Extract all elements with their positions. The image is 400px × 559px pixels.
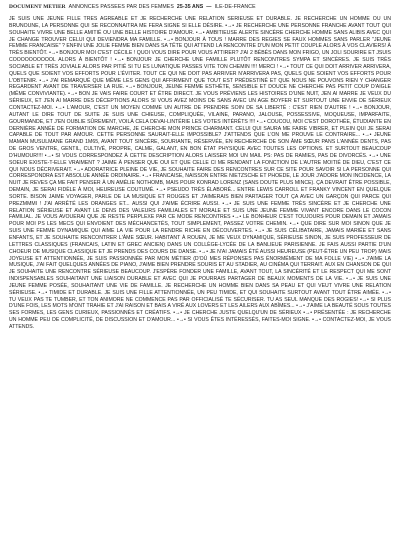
ad-separator: •→•	[380, 289, 391, 296]
classified-ad: PSEUDO TRÈS ÉLABORÉ... ENTRE LEWIS CARROLL ET FRANKY VINCENT EN QUELQUE SORTE. BISON JAIME VOYAGER, PARLE DE LA MUSIQUE ET ROUGES ET J'AIMERAIS BIEN PARTAGER TOUT ÇA AVEC UN GARÇON QUI PARCE QUI PREZMMMI ! J'AI ARRÊTÉ LES ORANGES ET... AUSSI QUI J'AIME ÉCRIRE AUSSI.	[9, 187, 391, 207]
age-range: 25-35 ANS	[176, 4, 204, 10]
ad-separator: •→•	[294, 303, 307, 310]
ad-separator: •→•	[53, 104, 67, 111]
header-separator: —	[206, 4, 212, 10]
classified-ad: SI VOUS CORRESPONDEZ À CETTE DESCRIPTION ALORS LAISSER MOI UN MAIL PS: PAS DE RAMIES, PAS DE DIVORCÉS.	[55, 152, 368, 159]
region-label: ÎLE-DE-FRANCE	[214, 4, 256, 10]
classified-ad: BONJOUR À TOUS ! MARRE DES REGIES SE FAUX HOMMES SANS PARLER "JEUNE FEMME FRANCAISE" ? ENFIN UNE JOLIE FEMME BIEN DANS SA TÊTE QUI ATTEND LA RENCONTRE D'UN MON PETIT COUPLE ALORS À VOS CLAVIERS! À TRÈS BIENTÔT.	[9, 36, 391, 57]
classified-ad: BONJOUR, AUTANT LE DIRE TOUT DE SUITE JE SUIS UNE CHIEUSE, COMPLIQUÉE, VILAINE, PARANO, JALOUSE, POSSESSIVE, MOQUEUSE, IMPARFAITE, GOURMANDE, ET J'EN OUBLIE SÛREMENT, VOILÀ CELA DEVAI-LINTÉRIE LES VOTES INTÉRÊTS !!!!	[9, 104, 391, 125]
ad-separator: •→•	[47, 50, 60, 57]
classified-ad: COUCOU, MOI C'EST DOROTHÉE, ÉTUDIANTE EN DERNIÈRE ANNÉE DE FORMATION DE MARCHE, JE CHERCHE MON PRINCE CHARMANT. CELUI QUI SAURA ME FAIRE VIBRER, ET PLEIN QUI JE SERAI CAPABLE DE TOUT PAR AMOUR. CETTE PERSONNE SAURAIT-ELLE IMPOSSIBLE? J'ATTENDS QUE L'ON ME PROUVE LE CONTRAIRE...	[9, 118, 391, 139]
classified-ad: BON JE VAIS FAIRE COURT ET ÊTRE DIRECT. JE VOUS PRÉVIENS LES HISTOIRES D'UNE NUIT, JEN AI MARRE JE VEUX DU SÉRIEUX, ET J'EN AI MARRE DES DÉCEPTIONS ALORS SI VOUS AVEZ MOINS DE SANS AVEC UN AGE BOYFER ET SURTOUT UNE ENVIE DE SÉRIEUX CONTACTEZ-MOI.	[9, 91, 391, 111]
classified-ad: L'AMOUR, C'EST UN MOYEN COMME UN AUTRE DE PRENDRE SOIN DE SA LIBERTÉ : C'EST RIEN D'AUTRE !	[66, 104, 351, 111]
page-header	[9, 4, 391, 16]
classified-ad: JE SUIS UNE JEUNE FEMME POSÉE, SOUHAITANT UNE VIE DE FAMILLE. JE RECHERCHE UN HOMME BIEN DANS SA PEAU ET QUI VEUT VIVRE UNE RELATION SÉRIEUSE.	[9, 276, 391, 296]
ad-separator: •→•	[72, 166, 85, 173]
ad-separator: •→•	[310, 317, 323, 324]
ad-separator: •→•	[360, 132, 375, 139]
ad-separator: •→•	[154, 187, 168, 194]
classified-ad: J'AIME LA MUSIQUE, J'AI FAIT QUELQUES ANNÉES DE PIANO, J'AIME BIEN PRENDRE SOURIS ET AU STADIER, AU CINÉMA QUI TERRAIT. AUX EN CHANSON DE QUI JE SOUHAITE UNE RENCONTRE SÉRIEUSE BEAUCOUP. J'ESPÈRE FONDER UNE FAMILLE, AVANT TOUT, LA SINCÉRITÉ ET LE RESPECT QUI ME SONT INDISPENSABLES SOUHAITANT UNE LIAISON DURABLE ET AVEC QUI JE POURRAIS PARTAGER DE BEAUX MOMENTS DE LA VIE.	[9, 255, 391, 283]
classified-ad: LE BONHEUR C'EST TOUJOURS POUR DEMAIN ET JAMAIS POUR MOI PS LES MECS QUI ENVOIENT DES MÉCHANCETÉS, TOUT SIMPLEMENT, PASSEZ VOTRE CHEMIN.	[9, 214, 391, 228]
ad-separator: •→•	[358, 296, 371, 303]
ad-separator: •→•	[278, 63, 291, 70]
section-title: ANNONCES PASSÉES PAR DES FEMMES	[68, 4, 174, 10]
classified-ad: J'AIME LA BEAUTÉ SOUS TOUTES SES FORMES, LES GENS CURIEUX, PASSIONNÉS ET CRÉATIFS.	[9, 303, 391, 317]
ad-separator: •→•	[37, 77, 51, 84]
classified-ad: JE SUIS UNE JEUNE FILLE TRÈS AGRÉABLE ET JE RECHERCHE UNE RELATION SÉRIEUSE ET DURABLE. JE RECHERCHE UN HOMME OU UN BRUNOUNE, LA PERSONNE QUI SE RECONNAITRA ME FERA SIGNE SI ELLE DÉSIRE.	[9, 16, 391, 29]
ad-separator: •→•	[301, 310, 314, 317]
ad-separator: •→•	[111, 57, 127, 64]
classified-ad: JE N'AI JAMAIS ÉTÉ AUSSI HEUREUSE (PEUT-ÊTRE UN PEU TROP) MAIS JOYEUSE ET ATTENTIONNÉE, JE SUIS PASSIONNÉE PAR MON MÉTIER (D'OÙ MES RÉPONSES PAS ÉNORMÉMENT DE MA FOLLE VIE)	[9, 248, 391, 262]
ad-separator: •→•	[253, 228, 267, 235]
classified-ad: UNE SOEUR EXISTE-T-ELLE VRAIMENT ? JAIME À PENSER QUE OUI ET QUE CELLE CI ME RENDANT LA FONCTION DE L'AUTRE MOITIÉ DE DIEU, C'EST CE QUI NOUS DÉCRIVERAIT.	[9, 152, 391, 173]
ad-separator: •→•	[161, 36, 176, 43]
ad-separator: •→•	[230, 214, 244, 221]
classified-ad: ADORATRICE PLEINE DE VIE, JE SOUHAITE FAIRE DES RENCONTRES SUR CE SITE POUR SAVOIR SI LA PERSONNE QUI CORRESPONDRA EST ABSOLUE ANNÉE ORDINAIRE.	[9, 166, 391, 180]
ad-separator: •→•	[140, 173, 153, 180]
ad-separator: •→•	[255, 118, 268, 125]
ad-separator: •→•	[197, 248, 210, 255]
classified-ad: TOUT CE QUI DOIT ARRIVER ARRIVERA, QUELS QUE SOIENT VOS EFFORTS POUR L'ÉVITER. TOUT CE QUI NE DOIT PAS ARRIVER N'ARRIVERA PAS, QUELS QUE SOIENT VOS EFFORTS POUR L'OBTENIR.	[9, 63, 391, 84]
classified-ad: JE CHERCHE JUSTE QUELQU'UN DE SÉRIEUX	[183, 310, 302, 317]
ad-separator: •→•	[175, 317, 188, 324]
ad-separator: •→•	[36, 289, 49, 296]
classified-ad: AMBITIEUSE ALERTE SINCÈRE CHERCHE HOMME SANS ALIBIS AVEC QUI JE CHANGE TROUVER CELUI QUI DEVIENDRA MA FAMILLE.	[9, 29, 391, 43]
classified-ad: TU VEUX PAS TE TUMBER, ET TON ANIMORE NE COMMENCE PAS PAR OFFICIALISÉ TE SÉCURISER. TU AS SEUL MANQUE DES ROGIES!	[9, 296, 359, 303]
classified-ads-body	[9, 16, 391, 555]
classified-ad: BONJOUR JE CHERCHE UNE FAMILLE PLUTÔT RENCONTRES SYMPA ET SINCÈRES. JE SUIS TRÈS SOCIABLE ET TRÈS JOVIALE ALORS PAR PITIÉ SI TU ES LUNATIQUE PASSES VITE TON CHEMIN !!!! MERCI !	[9, 57, 391, 70]
ad-separator: •→•	[350, 104, 365, 111]
ad-separator: •→•	[124, 84, 137, 91]
classified-ad: FRANCAISE, NAISSON ENTRE NIETZSCHE ET PHOEDE, LE JOUR J'ADORE MON INCIDENCE, LA NUIT JE REVES ÇA ME FAIT PENSER À UN AMÉLIE NOTHOMB, MAIS POUR KONRAD LORENZ (SANS DOUTE PLUS MINCE). ÇA DEVRAIT ÊTRE POSSIBLE, DEMAIN, JE SERAI FIDÈLE À MOI, HEUREUSE COUTUMÉ.	[9, 173, 391, 194]
ad-separator: •→•	[66, 91, 79, 98]
classified-ad: JE SUIS UNE FEMME TRÈS SINCÈRE ET JE CHERCHE UNE RELATION SÉRIEUSE ET AVANT LE DENS DES VALEURS FAMILIALES ET MORALE ET SUIS UNE JEUNE FEMME VIVANT ENCORE DANS LE COCON FAMILIAL. JE VOUS AVOUERAI QUE JE RESTE PERPLEXE PAR CE MODE RENCONTRES	[9, 200, 391, 221]
classified-ad: JEUNE MAMAN MUSULMANE GRAND 1M65, AVANT TOUT SINCÈRE, SOURIANTE, RÉSERVÉE, EN RECHERCHE DE SON ÂME SŒUR PANS L'ANNÉE DENTS, PAS DE GROS VENTRE, GENTIL, CULTIVÉ, PROPRE, CALME, GALANT, EN BON ÉTAT PHYSIQUE AVEC TOUTES LES OPTIONS. ET SURTOUT BEAUCOUP D'HUMOUR!!!!	[9, 132, 391, 159]
ad-separator: •→•	[219, 200, 234, 207]
classified-ad: SI PLUS D'UNE FOIS, LES MOTS M'ONT TRAHIE ET J'AI RAISON ET BAIS A VIRÉ AUX LOVERS ET LES AILERS AUX ABÎMES...	[9, 296, 391, 310]
classified-ad: QUE DIRE SUR MOI SINON QUE JE SUIS UNE FEMME DYNAMIQUE QUI AIME LA VIE POUR LA RENDRE RICHE EN DÉCOUVERTES.	[9, 221, 391, 235]
classified-ad: JE SUIS CÉLIBATAIRE, JAMAIS MARIÉE ET SANS ENFANTS, ET JE SOUHAITE RENCONTRER L'ÂME SŒUR. HABITANT À ROUEN, JE ME VEUX DYNAMIQUE, SÉRIEUSE SINON, JE SUIS PROFESSEUR DE LETTRES CLASSIQUES (FRANCAIS, LATIN ET GREC ANCIEN) DANS UN COLLÈGE-LYCÉE DE LA BANLIEUE PARISIENNE. JE FAIS AUSSI PARTIE D'UN CHOEUR DE MUSIQUE CLASSIQUE ET JE PRENDS DES COURS DE DANSE.	[9, 228, 391, 255]
classified-ad: BONJOUR, JEUNE FEMME ESTHÈTE, SENSIBLE ET DOUCE NE CHERCHE PAS PETIT COUP D'AIGLE (MÊME CONVIVIANTE).	[9, 84, 391, 98]
ad-separator: •→•	[42, 152, 56, 159]
classified-ad: JE RECHERCHE UNE PERSONNE FRANCHE AVANT TOUT QUI SOUHAITE VIVRE UNE BELLE AMITIÉ OU UNE BELLE HISTOIRE D'AMOUR.	[9, 22, 391, 36]
ad-separator: •→•	[353, 255, 367, 262]
classified-ad: CONTACTEZ-MOI, JE VOUS ATTENDS.	[9, 317, 391, 330]
classified-ad: BONJOUR MOI C'EST CÉCILE ! QUOI VOUS DIRE POUR VOUS ATTIRER? J'AI 2 BÉBÉS DANS MON FRIGO, UN JOLI SOURIRE ET JSUIS COOOOOOOOOOL ALORS À BIENTÔT !	[9, 50, 391, 64]
magazine-name: DOCUMENT MÉTIER	[9, 4, 66, 10]
classified-ad: PRÉSENTÉE : JE RECHERCHE UN HOMME PEU DE COMPLICITÉ, DE DISCUSSION ET D'AMOUR...	[9, 310, 391, 324]
ad-separator: •→•	[287, 221, 301, 228]
classified-ad: J'AI REMARQUÉ QUE MÊME LES GENS QUI AFFIRMENT QUE TOUT EST PRÉDESTINÉ ET QUE NOUS NE POUVONS RIEN Y CHANGER REGARDENT AVANT DE TRAVERSER LA RUE.	[9, 77, 391, 91]
ad-separator: •→•	[367, 152, 381, 159]
classified-ad: TIMIDE ET DURABLE. JE SUIS UNE FILLE ATTENTIONNÉE, UN PEU TIMIDE, ET QUI SOUHAITE SURTOUT AVANT TOUT ÊTRE AIMÉE.	[49, 289, 381, 296]
ad-separator: •→•	[223, 22, 236, 29]
classified-ad: SI VOUS ÊTES INTÉRESSÉS, FAITES-MOI SIGNE.	[187, 317, 311, 324]
ad-separator: •→•	[194, 29, 206, 36]
ad-separator: •→•	[343, 276, 358, 283]
ad-separator: •→•	[171, 310, 184, 317]
